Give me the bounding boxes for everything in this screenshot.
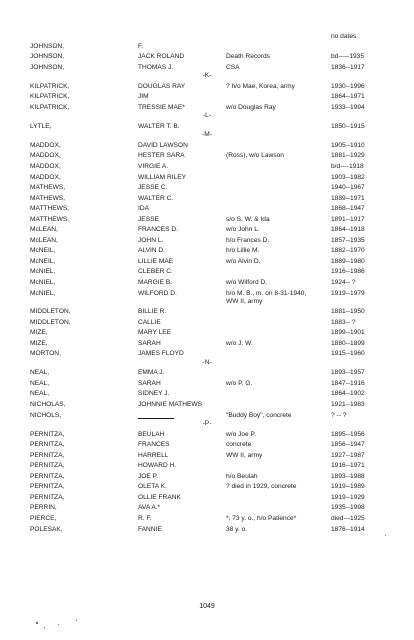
surname: PERNITZA, [30, 430, 65, 438]
note: w/o J. W. [226, 339, 253, 347]
surname: MIZE, [30, 339, 48, 347]
surname: McNEIL, [30, 247, 56, 255]
surname: MADDOX, [30, 152, 61, 160]
note: *, 73 y. o., h/o Patience* [226, 515, 297, 522]
surname: McLEAN, [30, 226, 58, 234]
dates: 1864--1971 [331, 93, 365, 101]
surname: MATHEWS, [30, 184, 66, 192]
given-name: LILLIE MAE [138, 257, 174, 265]
dates: 1893--1988 [331, 472, 365, 480]
given-name: DAVID LAWSON [138, 141, 188, 149]
surname: KILPATRICK, [30, 82, 70, 90]
surname: NEAL, [30, 390, 50, 398]
dates: 1881--1929 [331, 152, 365, 160]
note: ? h/o Mae, Korea, army [226, 82, 295, 90]
dates: 1889--1971 [331, 194, 365, 202]
surname: MIZE, [30, 329, 48, 337]
given-name: AVA A.* [138, 504, 161, 512]
given-name: R. F. [138, 515, 152, 522]
given-name: JESSE [138, 215, 159, 223]
dates: 1905--1910 [331, 141, 365, 149]
dates: 1864--1918 [331, 226, 365, 234]
dates: 1895--1956 [331, 430, 365, 438]
note: w/o Alvin D. [226, 257, 261, 265]
dates: 1919--1989 [331, 483, 365, 491]
surname: JOHNSON, [30, 63, 65, 71]
scan-speck [58, 624, 59, 625]
given-name: SARAH [138, 339, 161, 347]
note: w/o Douglas Ray [226, 103, 276, 111]
dates: 1868--1947 [331, 205, 365, 213]
surname: PERNITZA, [30, 472, 65, 480]
note: h/o Lillie M. [226, 247, 260, 255]
dates: 1889--1980 [331, 257, 365, 265]
dates: 1930--1996 [331, 82, 365, 90]
surname: PERNITZA, [30, 441, 65, 449]
note: h/o Frances D. [226, 236, 270, 244]
note: w/o Joe P. [226, 430, 256, 438]
dates: 1836--1917 [331, 63, 365, 71]
scan-speck [44, 627, 45, 628]
given-name: SARAH [138, 379, 161, 387]
surname: MATTHEWS, [30, 205, 70, 213]
dates: died---1925 [331, 515, 365, 522]
surname: KILPATRICK, [30, 103, 70, 111]
surname: NICHOLAS, [30, 401, 66, 408]
dates: 1935--1998 [331, 504, 365, 512]
given-name: THOMAS J. [138, 63, 174, 71]
note: WW II, army [226, 451, 263, 459]
surname: MIDDLETON, [30, 308, 71, 316]
note: w/o John L. [226, 226, 260, 234]
given-name: WILFORD D. [138, 289, 177, 297]
dates: 1916--1971 [331, 462, 365, 470]
given-name: MARY LEE [138, 329, 172, 337]
section-letter: -L- [202, 112, 212, 120]
scan-speck [385, 535, 386, 536]
given-name: CLEBER C. [138, 268, 173, 276]
given-name: FANNIE [138, 525, 162, 533]
surname: PERNITZA, [30, 483, 65, 491]
note: 38 y. o. [226, 525, 248, 533]
surname: MORTON, [30, 350, 61, 358]
surname: NEAL, [30, 369, 50, 377]
dates: 1915--1960 [331, 350, 365, 358]
given-name: ALVIN D. [138, 247, 165, 255]
given-name: JESSE C. [138, 184, 168, 192]
page-number: 1049 [199, 603, 215, 610]
given-name: WALTER T. B. [138, 122, 180, 130]
dates: 1919--1979 [331, 289, 365, 297]
surname: McNIEL, [30, 289, 56, 297]
surname: PERRIN, [30, 504, 57, 512]
given-name: WILLIAM RILEY [138, 173, 187, 181]
note: h/o M. B., m. on 8-31-1940, WW II, army [226, 289, 307, 305]
dates: 1850--1915 [331, 122, 365, 130]
surname: PERNITZA, [30, 451, 65, 459]
surname: NEAL, [30, 379, 50, 387]
scan-speck [36, 622, 38, 624]
dates: 1881--1950 [331, 308, 365, 316]
dates: 1883-- ? [331, 318, 356, 326]
note: Death Records [226, 53, 270, 61]
given-name: JIM [138, 93, 149, 101]
dates: 1856--1947 [331, 441, 365, 449]
surname: McLEAN, [30, 236, 58, 244]
given-name: WALTER C. [138, 194, 174, 202]
surname: PERNITZA, [30, 493, 65, 501]
given-name: OLLIE FRANK [138, 493, 181, 501]
note: (Ross), w/o Lawson [226, 152, 284, 160]
dates: 1940--1967 [331, 184, 365, 192]
dates: ? -- ? [331, 411, 347, 419]
note-continuation: WW II, army [226, 297, 263, 305]
dates: 1921--1983 [331, 401, 365, 408]
given-name: HOWARD H. [138, 462, 177, 470]
given-name: MARGIE B. [138, 279, 173, 286]
given-name: VIRGIE A. [138, 162, 169, 170]
given-name: OLETA K. [138, 483, 167, 491]
surname: McNIEL, [30, 268, 56, 276]
surname: JOHNSON, [30, 53, 65, 61]
note: w/o P. G. [226, 379, 253, 387]
dates: 1891--1917 [331, 215, 365, 223]
given-name: FRANCES [138, 441, 170, 449]
surname: KILPATRICK, [30, 93, 70, 101]
given-name: F. [138, 42, 144, 50]
surname: LYTLE, [30, 122, 52, 130]
surname: MIDDLETON, [30, 318, 71, 326]
given-name: BEULAH [138, 430, 165, 438]
surname: PERNITZA, [30, 462, 65, 470]
dates: b/d----1918 [331, 162, 364, 170]
dates: 1857--1935 [331, 236, 365, 244]
section-letter: -P- [202, 420, 212, 428]
dates: 1882--1970 [331, 247, 365, 255]
surname: McNIEL, [30, 279, 56, 286]
section-letter: -M- [202, 131, 212, 139]
surname: PIERCE, [30, 515, 57, 522]
dates: 1927--1987 [331, 451, 365, 459]
note: h/o Beulah [226, 472, 258, 480]
surname: POLESAK, [30, 525, 63, 533]
surname: NICHOLS, [30, 411, 62, 419]
dates: 1903--1982 [331, 173, 365, 181]
section-letter: -N- [202, 358, 212, 366]
dates: 1876--1914 [331, 525, 365, 533]
given-name: CALLIE [138, 318, 161, 326]
section-letter: -K- [202, 72, 212, 80]
given-name: HARRELL [138, 451, 169, 459]
given-name: JAMES FLOYD [138, 350, 184, 358]
given-name: SIDNEY J. [138, 390, 170, 398]
surname: MATTHEWS, [30, 215, 70, 223]
scan-speck [76, 620, 77, 621]
given-name: JACK ROLAND [138, 53, 185, 61]
dates: 1919--1929 [331, 493, 365, 501]
dates: 1847--1916 [331, 379, 365, 387]
given-name: FRANCES D. [138, 226, 178, 234]
surname: MADDOX, [30, 173, 61, 181]
given-name: HESTER SARA [138, 152, 185, 160]
surname: MADDOX, [30, 141, 61, 149]
dates: 1864--1902 [331, 390, 365, 398]
dates-header: no dates [331, 33, 357, 40]
dates: 1899--1901 [331, 329, 365, 337]
given-name: BILLIE R. [138, 308, 167, 316]
note: s/o S. W. & Ida [226, 215, 270, 223]
dates: 1933--1994 [331, 103, 365, 111]
note: w/o Wilford D. [226, 279, 268, 286]
note: "Buddy Boy", concrete [226, 411, 292, 419]
dates: 1893--1957 [331, 369, 365, 377]
surname: McNEIL, [30, 257, 56, 265]
dates: 1916--1986 [331, 268, 365, 276]
given-name: TRESSIE MAE* [138, 103, 185, 111]
note: CSA [226, 63, 240, 71]
dates: bd-----1935 [331, 53, 364, 61]
given-name: IDA [138, 205, 149, 213]
surname: MADDOX, [30, 162, 61, 170]
note: concrete [226, 441, 252, 449]
dates: 1924-- ? [331, 279, 356, 286]
surname: MATHEWS, [30, 194, 66, 202]
given-name: JOHN L. [138, 236, 164, 244]
given-name: JOE P. [138, 472, 159, 480]
given-name: JOHNNIE MATHEWS [138, 401, 202, 408]
dates: 1880--1899 [331, 339, 365, 347]
given-name: EMMA J. [138, 369, 165, 377]
given-name: DOUGLAS RAY [138, 82, 186, 90]
surname: JOHNSON, [30, 42, 65, 50]
blank-given-line [138, 412, 174, 419]
note: ? died in 1929, concrete [226, 483, 297, 491]
